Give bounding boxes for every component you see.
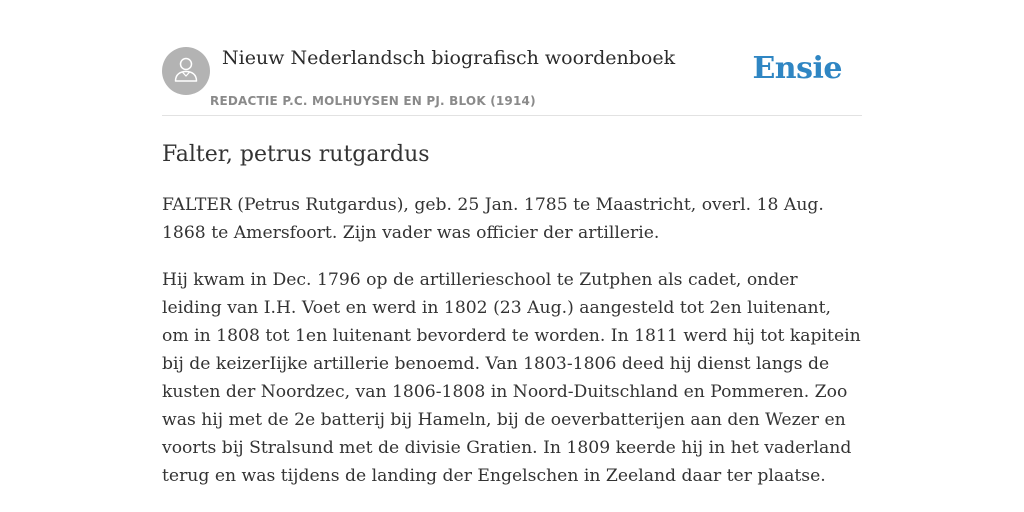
- article-paragraph: FALTER (Petrus Rutgardus), geb. 25 Jan. 1785 te Maastricht, overl. 18 Aug. 1868 te Amersfoort. Zijn vader was officier der artillerie.: [162, 195, 824, 243]
- user-icon: [173, 55, 199, 87]
- source-title-link[interactable]: Nieuw Nederlandsch biografisch woordenboek: [222, 47, 676, 69]
- entry-title: Falter, petrus rutgardus: [162, 142, 430, 167]
- ensie-logo-link[interactable]: Ensie: [752, 51, 842, 86]
- source-header: [162, 46, 862, 116]
- article-content: [162, 139, 862, 509]
- source-avatar[interactable]: [162, 47, 210, 95]
- article-paragraph: Hij kwam in Dec. 1796 op de artillerieschool te Zutphen als cadet, onder leiding van I.H. Voet en werd in 1802 (23 Aug.) aangesteld tot 2en luitenant, om in 1808 tot 1en luitenant bevorderd te worden. In 1811 werd hij tot kapitein bij de keizerIijke artillerie benoemd. Van 1803-1806 deed hij dienst langs de kusten der Noordzec, van 1806-1808 in Noord-Duitschland en Pommeren. Zoo was hij met de 2e batterij bij Hameln, bij de oeverbatterijen aan den Wezer en voorts bij Stralsund met de divisie Gratien. In 1809 keerde hij in het vaderland terug en was tijdens de landing der Engelschen in Zeeland daar ter plaatse.: [162, 270, 861, 486]
- source-editors: REDACTIE P.C. MOLHUYSEN EN PJ. BLOK (1914): [210, 94, 536, 108]
